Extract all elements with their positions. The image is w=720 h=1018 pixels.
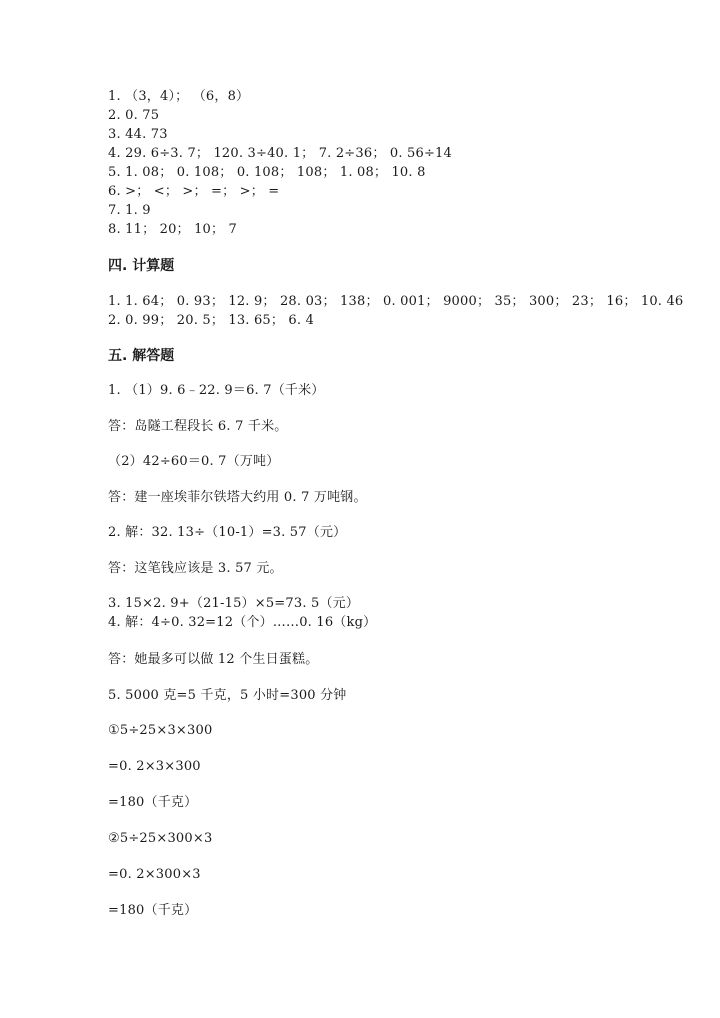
answer-line: =180（千克）: [108, 903, 198, 918]
answer-line: 8. 11； 20； 10； 7: [108, 222, 238, 237]
answer-line: 7. 1. 9: [108, 203, 151, 218]
answer-line: =0. 2×3×300: [108, 759, 201, 774]
answer-line: （2）42÷60＝0. 7（万吨）: [108, 454, 280, 469]
answer-line: 6. >； <； >； =； >； =: [108, 184, 280, 199]
answer-line: =180（千克）: [108, 795, 198, 810]
answer-line: 2. 0. 99； 20. 5； 13. 65； 6. 4: [108, 313, 315, 328]
answer-line: 1. （1）9. 6﹣22. 9＝6. 7（千米）: [108, 383, 325, 398]
answer-line: ①5÷25×3×300: [108, 723, 213, 738]
section-heading-calculation: 四. 计算题: [108, 258, 175, 274]
answer-line: 4. 29. 6÷3. 7； 120. 3÷40. 1； 7. 2÷36； 0. 56÷14: [108, 146, 452, 161]
answer-line: 3. 15×2. 9+（21-15）×5=73. 5（元）: [108, 596, 360, 611]
answer-line: 答：岛隧工程段长 6. 7 千米。: [108, 419, 288, 434]
answer-line: =0. 2×300×3: [108, 867, 201, 882]
answer-line: 5. 1. 08； 0. 108； 0. 108； 108； 1. 08； 10. 8: [108, 165, 426, 180]
answer-line: 4. 解：4÷0. 32=12（个）……0. 16（kg）: [108, 615, 377, 630]
answer-line: 2. 解：32. 13÷（10-1）=3. 57（元）: [108, 525, 347, 540]
section-heading-word-problems: 五. 解答题: [108, 348, 175, 364]
answer-line: 3. 44. 73: [108, 127, 168, 142]
answer-line: 答：这笔钱应该是 3. 57 元。: [108, 561, 283, 576]
answer-line: 1. 1. 64； 0. 93； 12. 9； 28. 03； 138； 0. 001； 9000； 35； 300； 23； 16； 10. 46: [108, 294, 684, 309]
answer-line: 5. 5000 克=5 千克，5 小时=300 分钟: [108, 688, 347, 703]
answer-line: 答：建一座埃菲尔铁塔大约用 0. 7 万吨钢。: [108, 490, 367, 505]
answer-line: 1. （3，4）； （6，8）: [108, 89, 250, 104]
answer-line: ②5÷25×300×3: [108, 831, 213, 846]
answer-line: 2. 0. 75: [108, 108, 160, 123]
answer-line: 答：她最多可以做 12 个生日蛋糕。: [108, 652, 319, 667]
